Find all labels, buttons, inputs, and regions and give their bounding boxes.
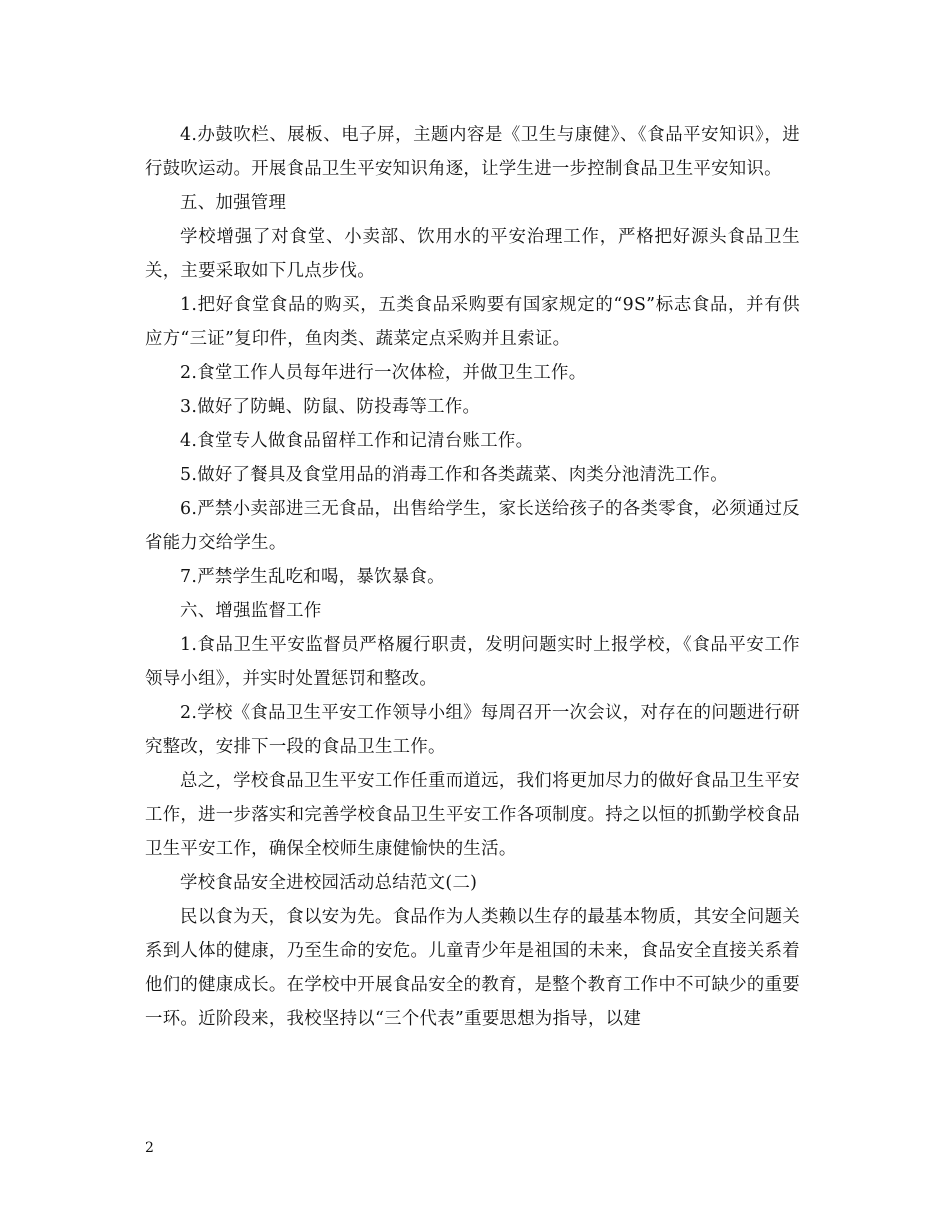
document-body — [145, 118, 800, 1036]
paragraph-item-7-eating: 7.严禁学生乱吃和喝，暴饮暴食。 — [180, 567, 445, 587]
section-heading-supervision: 六、增强监督工作 — [180, 601, 322, 621]
paragraph-item-4-publicity: 4.办鼓吹栏、展板、电子屏，主题内容是《卫生与康健》、《食品平安知识》，进行鼓吹运动。开展食品卫生平安知识角逐，让学生进一步控制食品卫生平安知识。 — [145, 125, 800, 179]
paragraph-management-intro: 学校增强了对食堂、小卖部、饮用水的平安治理工作，严格把好源头食品卫生关，主要采取如下几点步伐。 — [145, 227, 800, 281]
paragraph-item-4-samples: 4.食堂专人做食品留样工作和记清台账工作。 — [180, 431, 534, 451]
paragraph-item-2-checkup: 2.食堂工作人员每年进行一次体检，并做卫生工作。 — [180, 363, 587, 383]
section-heading-management: 五、加强管理 — [180, 193, 287, 213]
article-title-two: 学校食品安全进校园活动总结范文(二) — [180, 873, 478, 893]
paragraph-item-3-prevention: 3.做好了防蝇、防鼠、防投毒等工作。 — [180, 397, 481, 417]
paragraph-supervision-2: 2.学校《食品卫生平安工作领导小组》每周召开一次会议，对存在的问题进行研究整改，安排下一段的食品卫生工作。 — [145, 703, 800, 757]
paragraph-item-5-disinfection: 5.做好了餐具及食堂用品的消毒工作和各类蔬菜、肉类分池清洗工作。 — [180, 465, 728, 485]
paragraph-supervision-1: 1.食品卫生平安监督员严格履行职责，发明问题实时上报学校，《食品平安工作领导小组》，并实时处置惩罚和整改。 — [145, 635, 800, 689]
paragraph-item-1-purchase: 1.把好食堂食品的购买，五类食品采购要有国家规定的“9S”标志食品，并有供应方“三证”复印件，鱼肉类、蔬菜定点采购并且索证。 — [145, 295, 800, 349]
paragraph-conclusion: 总之，学校食品卫生平安工作任重而道远，我们将更加尽力的做好食品卫生平安工作，进一步落实和完善学校食品卫生平安工作各项制度。持之以恒的抓勤学校食品卫生平安工作，确保全校师生康健愉快的生活。 — [145, 771, 800, 859]
page-number: 2 — [145, 1140, 154, 1156]
paragraph-item-6-snacks: 6.严禁小卖部进三无食品，出售给学生，家长送给孩子的各类零食，必须通过反省能力交给学生。 — [145, 499, 800, 553]
paragraph-article-two-intro: 民以食为天，食以安为先。食品作为人类赖以生存的最基本物质，其安全问题关系到人体的健康，乃至生命的安危。儿童青少年是祖国的未来，食品安全直接关系着他们的健康成长。在学校中开展食品安全的教育，是整个教育工作中不可缺少的重要一环。近阶段来，我校坚持以“三个代表”重要思想为指导，以建 — [145, 907, 800, 1029]
